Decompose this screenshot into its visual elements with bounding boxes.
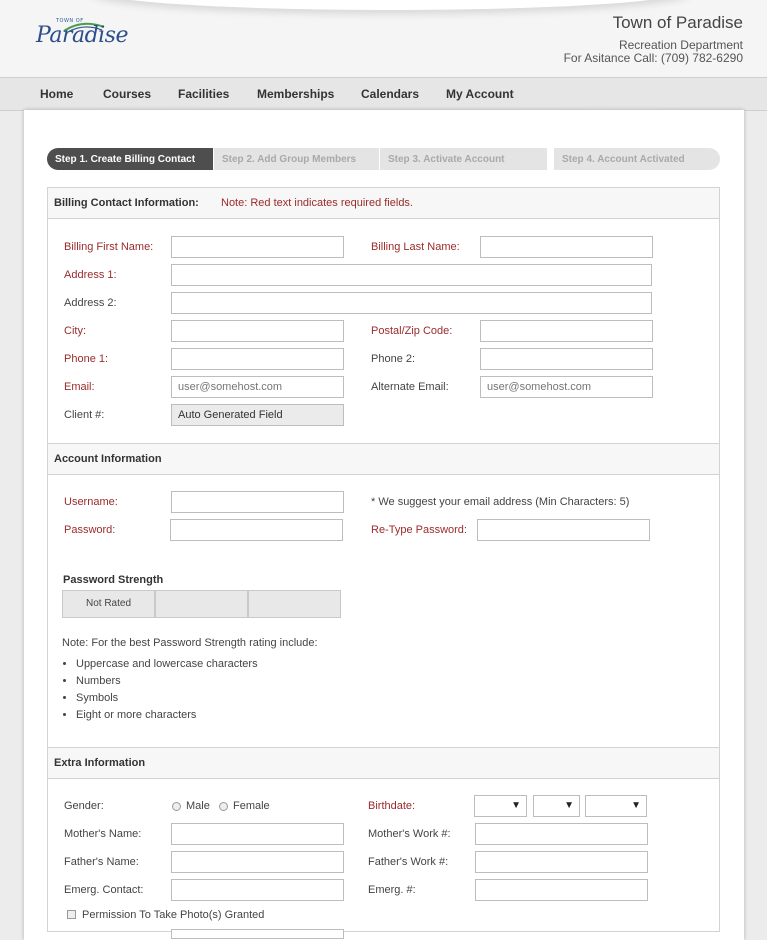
birth-month-select[interactable] bbox=[474, 795, 527, 817]
first-name-label: Billing First Name: bbox=[64, 241, 154, 253]
client-number-field: Auto Generated Field bbox=[171, 404, 344, 426]
nav-courses[interactable]: Courses bbox=[103, 87, 152, 101]
emergency-number-label: Emerg. #: bbox=[368, 884, 416, 896]
alt-email-label: Alternate Email: bbox=[371, 381, 449, 393]
address1-input[interactable] bbox=[171, 264, 652, 286]
logo-small-text: TOWN OF bbox=[56, 18, 84, 24]
mother-name-label: Mother's Name: bbox=[64, 828, 142, 840]
extra-title: Extra Information bbox=[54, 757, 146, 769]
account-section-header bbox=[47, 443, 720, 475]
mother-name-input[interactable] bbox=[171, 823, 344, 845]
father-name-input[interactable] bbox=[171, 851, 344, 873]
username-input[interactable] bbox=[171, 491, 344, 513]
father-name-label: Father's Name: bbox=[64, 856, 139, 868]
male-radio[interactable] bbox=[172, 802, 181, 811]
password-strength-title: Password Strength bbox=[63, 574, 164, 586]
department-info bbox=[564, 39, 743, 65]
alt-email-input[interactable] bbox=[480, 376, 653, 398]
account-title: Account Information bbox=[54, 453, 162, 465]
password-tips-list bbox=[62, 656, 258, 724]
list-item: • Eight or more characters bbox=[76, 707, 258, 724]
photo-permission-label: Permission To Take Photo(s) Granted bbox=[82, 909, 265, 921]
dropdown-arrow-icon: ▼ bbox=[564, 800, 574, 811]
birthdate-label: Birthdate: bbox=[368, 800, 416, 812]
photo-permission-checkbox[interactable] bbox=[67, 910, 76, 919]
billing-section-header bbox=[47, 187, 720, 219]
female-label: Female bbox=[233, 800, 270, 812]
dropdown-arrow-icon: ▼ bbox=[511, 800, 521, 811]
postal-input[interactable] bbox=[480, 320, 653, 342]
strength-segment bbox=[155, 590, 248, 618]
mother-work-label: Mother's Work #: bbox=[368, 828, 451, 840]
nav-my-account[interactable]: My Account bbox=[446, 87, 514, 101]
site-header bbox=[0, 0, 767, 78]
phone1-label: Phone 1: bbox=[64, 353, 109, 365]
phone2-input[interactable] bbox=[480, 348, 653, 370]
email-input[interactable] bbox=[171, 376, 344, 398]
extra-section-header bbox=[47, 747, 720, 779]
gender-female-option[interactable] bbox=[219, 800, 270, 812]
password-input[interactable] bbox=[170, 519, 343, 541]
step-2: Step 2. Add Group Members bbox=[214, 148, 379, 170]
billing-title: Billing Contact Information: bbox=[54, 197, 199, 209]
emergency-contact-input[interactable] bbox=[171, 879, 344, 901]
nav-memberships[interactable]: Memberships bbox=[257, 87, 335, 101]
gender-label: Gender: bbox=[64, 800, 104, 812]
emergency-contact-label: Emerg. Contact: bbox=[64, 884, 144, 896]
emergency-number-input[interactable] bbox=[475, 879, 648, 901]
password-tip: Note: For the best Password Strength rating include: bbox=[62, 637, 318, 649]
partial-input[interactable] bbox=[171, 929, 344, 939]
retype-password-input[interactable] bbox=[477, 519, 650, 541]
username-label: Username: bbox=[64, 496, 118, 508]
email-label: Email: bbox=[64, 381, 95, 393]
address1-label: Address 1: bbox=[64, 269, 117, 281]
town-logo[interactable] bbox=[36, 18, 128, 54]
first-name-input[interactable] bbox=[171, 236, 344, 258]
address2-label: Address 2: bbox=[64, 297, 117, 309]
step-1: Step 1. Create Billing Contact bbox=[47, 148, 213, 170]
assistance-phone: For Asitance Call: (709) 782-6290 bbox=[563, 51, 743, 65]
father-work-label: Father's Work #: bbox=[368, 856, 449, 868]
female-radio[interactable] bbox=[219, 802, 228, 811]
last-name-label: Billing Last Name: bbox=[371, 241, 460, 253]
nav-facilities[interactable]: Facilities bbox=[178, 87, 230, 101]
city-label: City: bbox=[64, 325, 86, 337]
mother-work-input[interactable] bbox=[475, 823, 648, 845]
male-label: Male bbox=[186, 800, 210, 812]
header-decoration bbox=[90, 0, 690, 10]
username-suggestion: * We suggest your email address (Min Characters: 5) bbox=[371, 496, 630, 508]
birth-year-select[interactable] bbox=[585, 795, 647, 817]
password-strength-meter: Not Rated bbox=[62, 590, 155, 618]
last-name-input[interactable] bbox=[480, 236, 653, 258]
step-4: Step 4. Account Activated bbox=[554, 148, 720, 170]
strength-segment bbox=[248, 590, 341, 618]
father-work-input[interactable] bbox=[475, 851, 648, 873]
nav-calendars[interactable]: Calendars bbox=[361, 87, 420, 101]
phone2-label: Phone 2: bbox=[371, 353, 416, 365]
department-name: Recreation Department bbox=[618, 38, 743, 52]
town-title: Town of Paradise bbox=[612, 13, 743, 32]
step-3: Step 3. Activate Account bbox=[380, 148, 547, 170]
birth-day-select[interactable] bbox=[533, 795, 580, 817]
logo-main-text: Paradise bbox=[36, 23, 128, 48]
phone1-input[interactable] bbox=[171, 348, 344, 370]
city-input[interactable] bbox=[171, 320, 344, 342]
required-note: Note: Red text indicates required fields. bbox=[221, 197, 413, 209]
postal-label: Postal/Zip Code: bbox=[371, 325, 453, 337]
list-item: • Numbers bbox=[76, 673, 258, 690]
retype-password-label: Re-Type Password: bbox=[371, 524, 467, 536]
nav-home[interactable]: Home bbox=[40, 87, 74, 101]
client-label: Client #: bbox=[64, 409, 105, 421]
dropdown-arrow-icon: ▼ bbox=[631, 800, 641, 811]
list-item: • Symbols bbox=[76, 690, 258, 707]
address2-input[interactable] bbox=[171, 292, 652, 314]
gender-male-option[interactable] bbox=[172, 800, 210, 812]
list-item: • Uppercase and lowercase characters bbox=[76, 656, 258, 673]
password-label: Password: bbox=[64, 524, 116, 536]
